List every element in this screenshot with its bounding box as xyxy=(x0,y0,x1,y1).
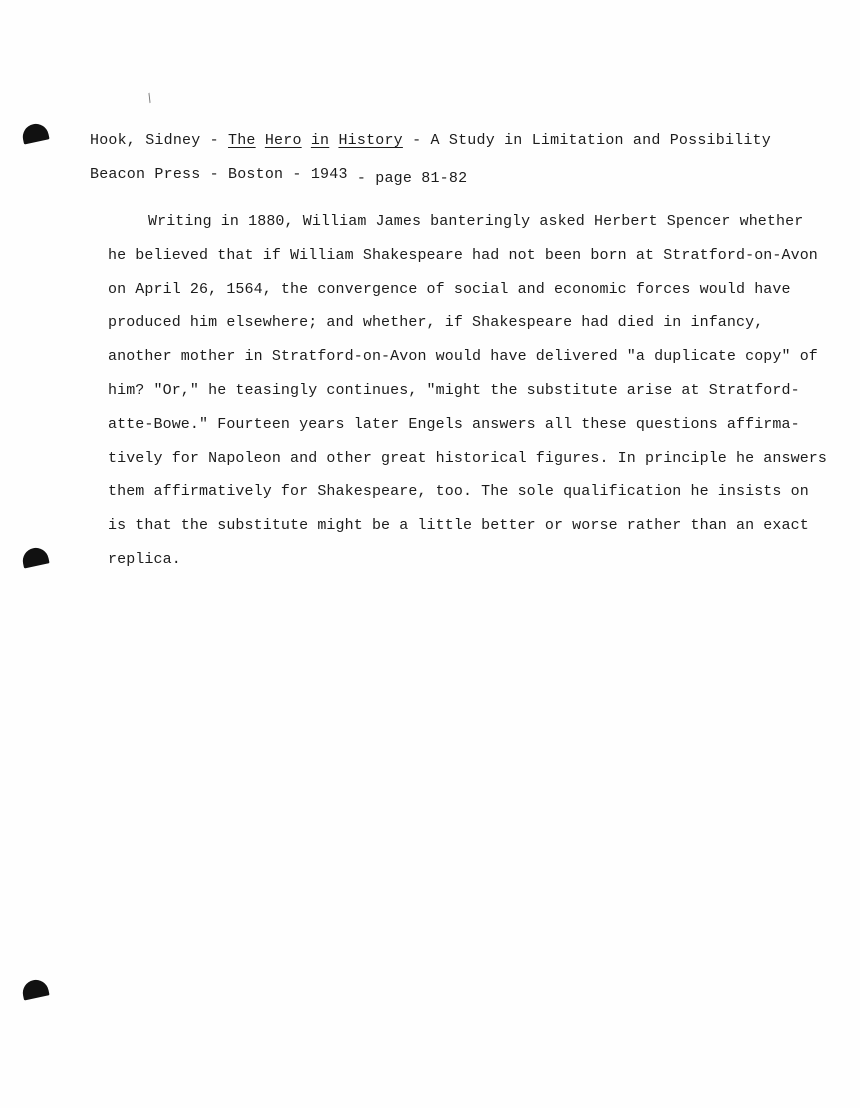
citation-title-word-2: Hero xyxy=(264,132,302,149)
passage-line: replica. xyxy=(108,550,181,568)
citation-publisher: Beacon Press - Boston - 1943 xyxy=(90,166,348,183)
citation-separator: - xyxy=(200,132,229,149)
passage-line: he believed that if William Shakespeare had not been born at Stratford-on-Avon xyxy=(108,246,818,264)
citation-header xyxy=(90,124,790,192)
binder-hole-bottom xyxy=(20,977,49,1000)
passage-line: tively for Napoleon and other great historical figures. In principle he answers xyxy=(108,449,828,467)
passage-line: them affirmatively for Shakespeare, too. The sole qualification he insists on xyxy=(108,483,809,501)
citation-author: Hook, Sidney xyxy=(90,132,201,149)
passage-line: is that the substitute might be a little better or worse rather than an exact xyxy=(108,517,809,535)
passage-line: atte-Bowe." Fourteen years later Engels answers all these questions affirma- xyxy=(108,415,800,433)
quoted-passage xyxy=(108,205,828,577)
citation-title-word-3: in xyxy=(310,132,330,149)
passage-line: produced him elsewhere; and whether, if Shakespeare had died in infancy, xyxy=(108,314,764,332)
passage-line: on April 26, 1564, the convergence of social and economic forces would have xyxy=(108,280,791,298)
citation-title-word-4: History xyxy=(338,132,403,149)
citation-subtitle: - A Study in Limitation and Possibility xyxy=(402,132,771,149)
citation-line-1 xyxy=(90,124,790,158)
passage-line: Writing in 1880, William James banteringly asked Herbert Spencer whether xyxy=(148,213,804,230)
passage-line: another mother in Stratford-on-Avon would have delivered "a duplicate copy" of xyxy=(108,348,818,366)
citation-title-word-1: The xyxy=(228,132,256,149)
binder-hole-top xyxy=(20,121,49,144)
binder-hole-middle xyxy=(20,545,49,568)
passage-line: him? "Or," he teasingly continues, "might the substitute arise at Stratford- xyxy=(108,381,800,399)
citation-line-2 xyxy=(90,158,790,192)
citation-page-ref: - page 81-82 xyxy=(347,170,468,187)
pen-mark: / xyxy=(143,91,158,107)
